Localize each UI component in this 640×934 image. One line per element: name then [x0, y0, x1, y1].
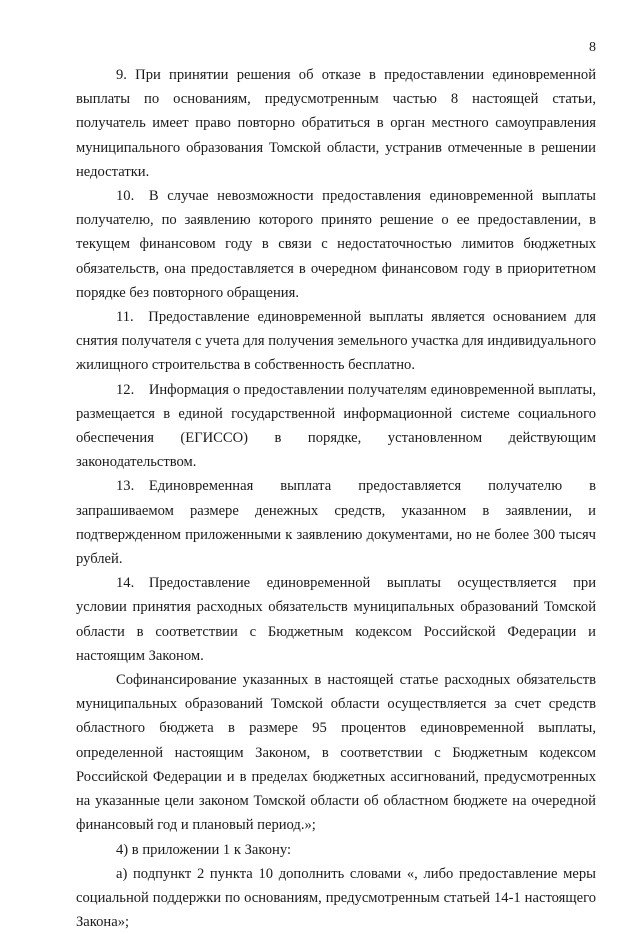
page-number: 8: [589, 40, 596, 55]
paragraph-item-10: 10. В случае невозможности предоставления единовременной выплаты получателю, по заявлению которого принято решение о ее предоставлении, в текущем финансовом году в связи с недостаточностью лимитов бюджетных обязательств, она предоставляется в очередном финансовом году в приоритетном порядке без повторного обращения.: [76, 188, 596, 301]
paragraph-item-13: 13. Единовременная выплата предоставляется получателю в запрашиваемом размере денежных средств, указанном в заявлении, и подтвержденном приложенными к заявлению документами, но не более 300 тысяч рублей.: [76, 478, 596, 568]
paragraph-cofinancing: Софинансирование указанных в настоящей статье расходных обязательств муниципальных образований Томской области осуществляется за счет средств областного бюджета в размере 95 процентов единовременной выплаты, определенной настоящим Законом, в соответствии с Бюджетным кодексом Российской Федерации и в пределах бюджетных ассигнований, предусмотренных на указанные цели законом Томской области об областном бюджете на очередной финансовый год и плановый период.»;: [76, 672, 596, 834]
paragraph-item-9: 9. При принятии решения об отказе в предоставлении единовременной выплаты по основаниям, предусмотренным частью 8 настоящей статьи, получатель имеет право повторно обратиться в орган местного самоуправления муниципального образования Томской области, устранив отмеченные в решении недостатки.: [76, 67, 596, 180]
paragraph-item-11: 11. Предоставление единовременной выплаты является основанием для снятия получателя с учета для получения земельного участка для индивидуального жилищного строительства в собственность бесплатно.: [76, 309, 596, 374]
document-body: [76, 63, 596, 934]
paragraph-item-12: 12. Информация о предоставлении получателям единовременной выплаты, размещается в единой государственной информационной системе социального обеспечения (ЕГИССО) в порядке, установленном действующим законодательством.: [76, 381, 596, 471]
paragraph-appendix-intro: 4) в приложении 1 к Закону:: [116, 841, 292, 858]
paragraph-subitem-a: а) подпункт 2 пункта 10 дополнить словами «, либо предоставление меры социальной поддержки по основаниям, предусмотренным статьей 14-1 настоящего Закона»;: [76, 865, 596, 931]
paragraph-item-14: 14. Предоставление единовременной выплаты осуществляется при условии принятия расходных обязательств муниципальных образований Томской области в соответствии с Бюджетным кодексом Российской Федерации и настоящим Законом.: [76, 575, 596, 664]
